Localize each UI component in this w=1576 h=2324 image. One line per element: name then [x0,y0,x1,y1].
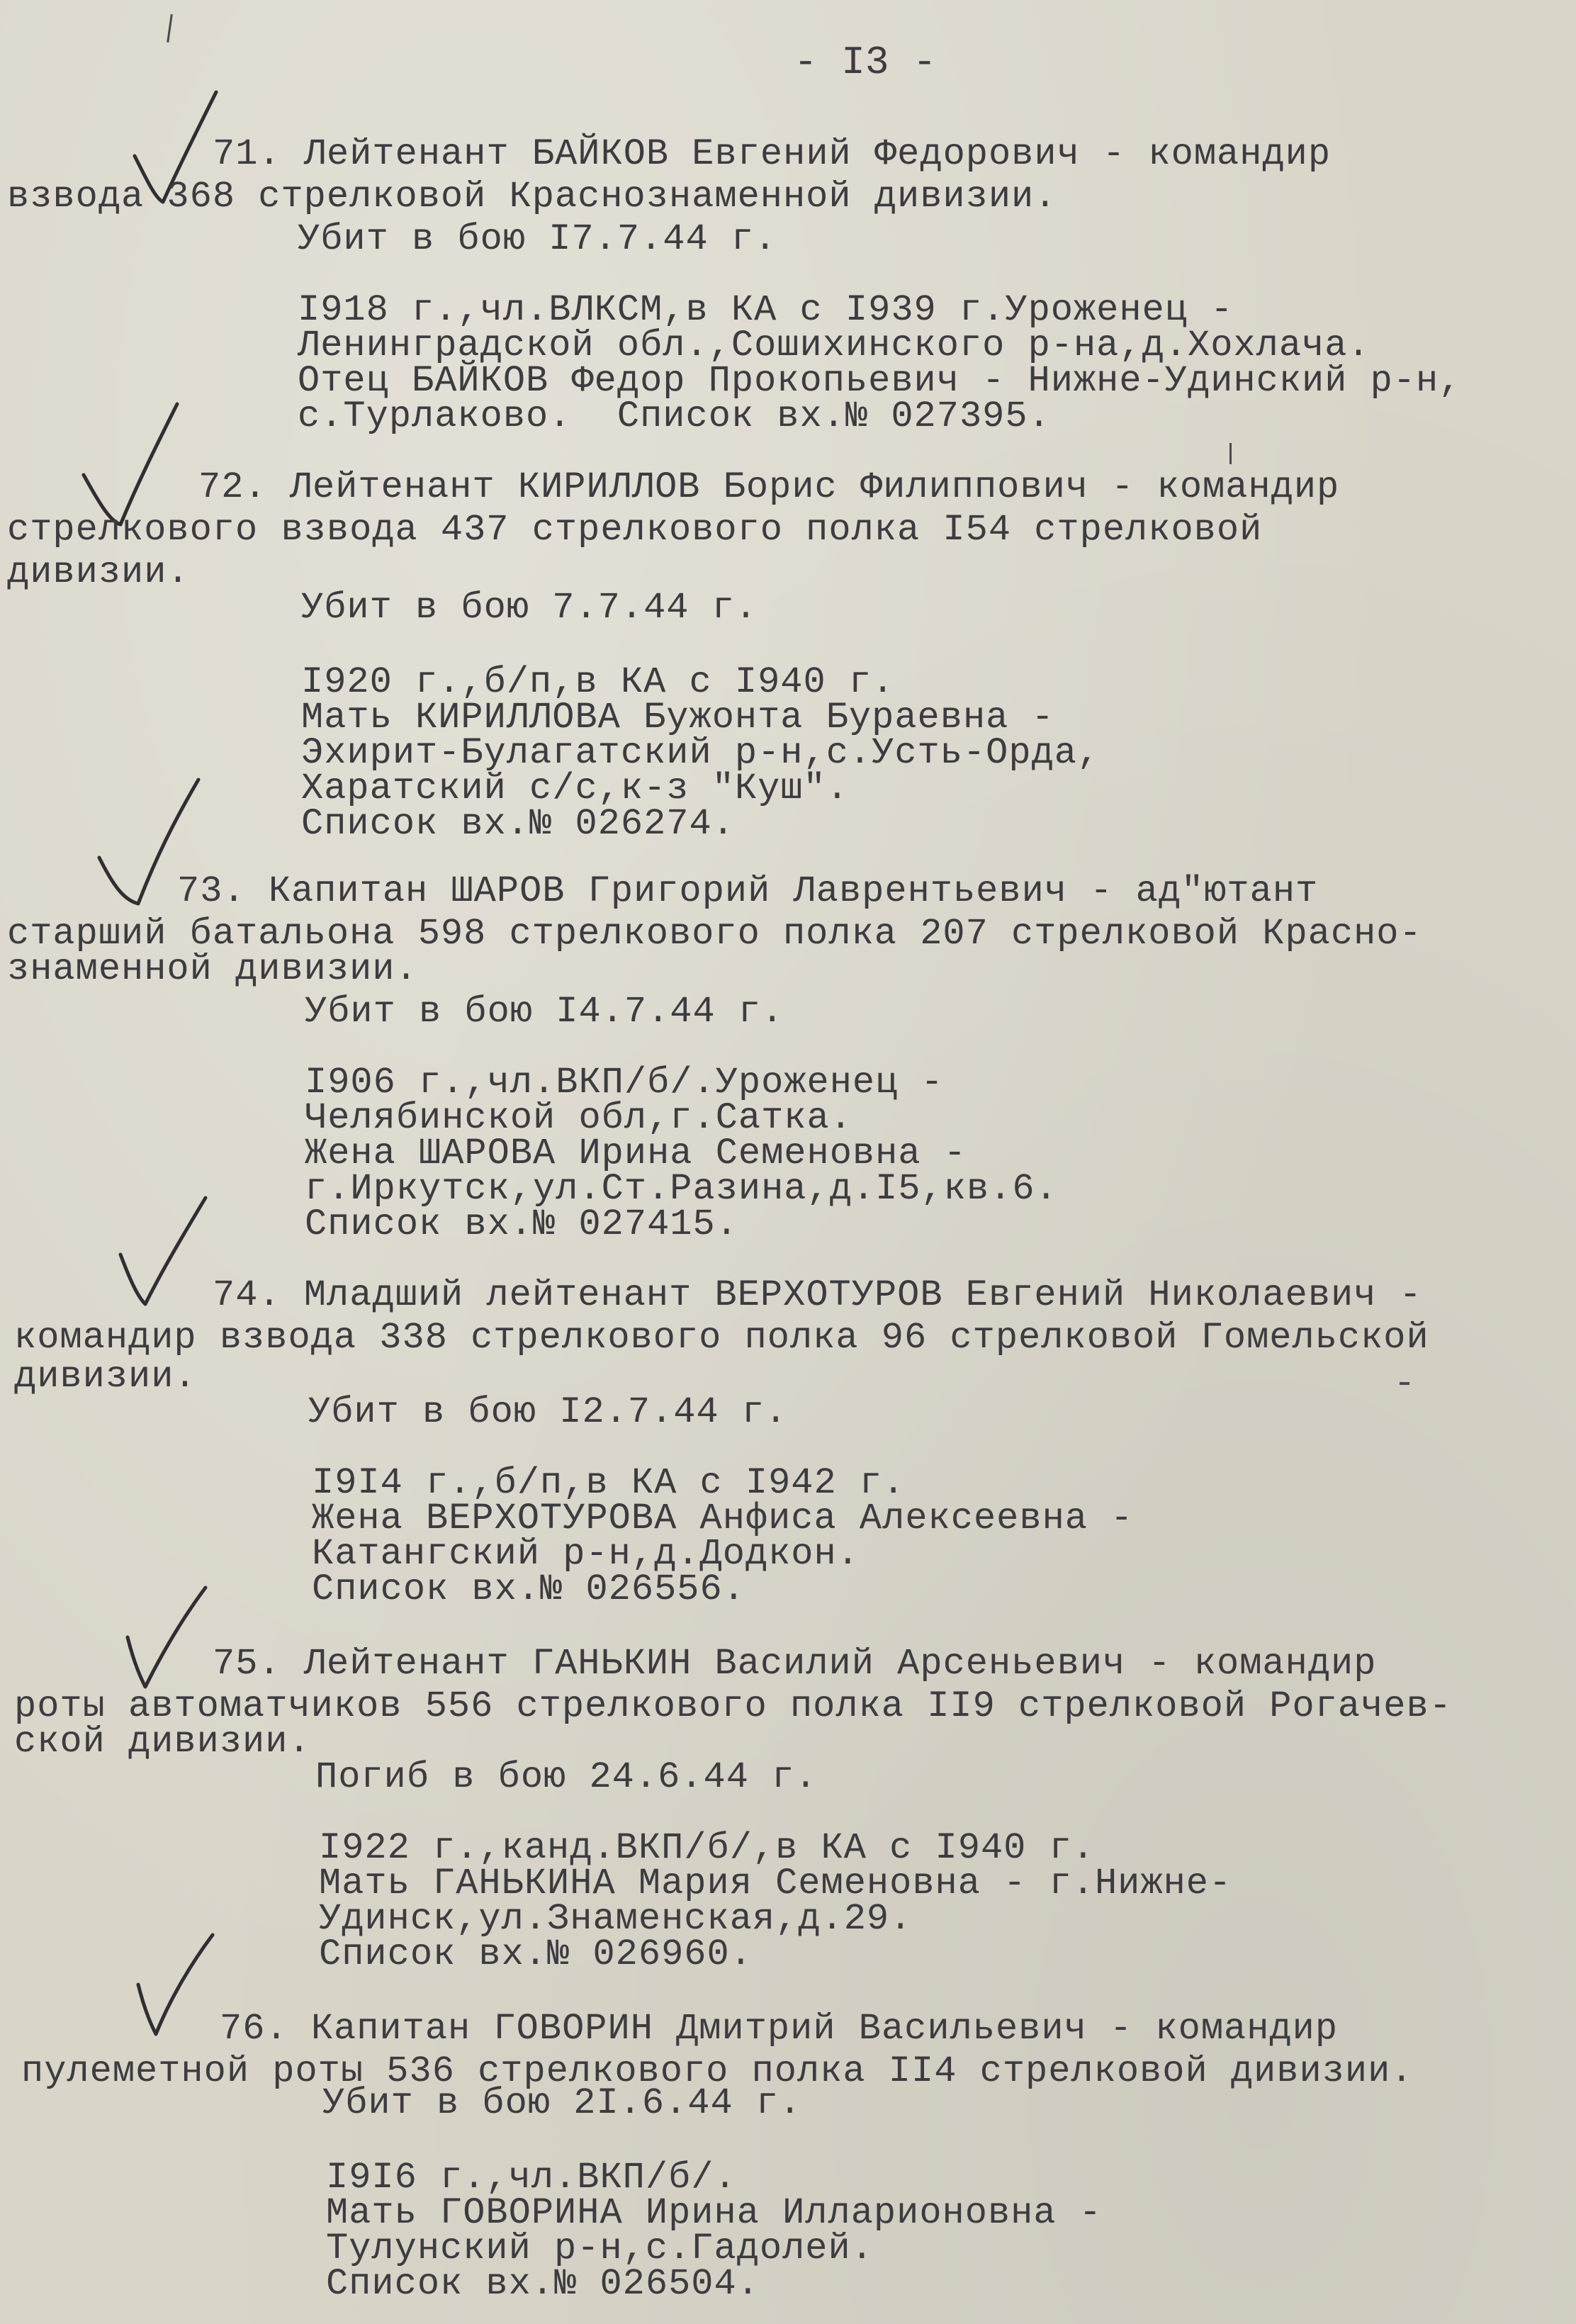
entry-71-line-4: I918 г.,чл.ВЛКСМ,в КА с I939 г.Уроженец - [298,289,1234,331]
stray-mark [1229,443,1232,464]
entry-71-line-5: Ленинградской обл.,Сошихинского р-на,д.Хохлача. [298,325,1370,366]
entry-72-line-2: стрелкового взвода 437 стрелкового полка I54 стрелковой [7,509,1263,551]
entry-71-line-2: взвода 368 стрелковой Краснознаменной дивизии. [7,176,1057,218]
entry-76-line-1: 76. Капитан ГОВОРИН Дмитрий Васильевич - командир [220,2008,1339,2050]
entry-72-line-1: 72. Лейтенант КИРИЛЛОВ Борис Филиппович - командир [198,466,1340,508]
entry-74-line-2: командир взвода 338 стрелкового полка 96 стрелковой Гомельской [14,1317,1429,1359]
entry-75-line-8: Список вх.№ 026960. [319,1933,753,1975]
entry-74-line-3: дивизии. [14,1356,197,1398]
entry-73-line-2: старший батальона 598 стрелкового полка 207 стрелковой Красно- [7,913,1422,955]
entry-73-line-5: I906 г.,чл.ВКП/б/.Уроженец - [305,1062,944,1104]
entry-75-line-5: I922 г.,канд.ВКП/б/,в КА с I940 г. [319,1827,1095,1869]
entry-73-line-8: г.Иркутск,ул.Ст.Разина,д.I5,кв.6. [305,1168,1058,1210]
entry-76-line-7: Список вх.№ 026504. [326,2263,760,2305]
page-number: - I3 - [794,40,937,85]
entry-75-line-1: 75. Лейтенант ГАНЬКИН Василий Арсеньевич - командир [213,1643,1377,1685]
entry-73-line-7: Жена ШАРОВА Ирина Семеновна - [305,1133,967,1174]
entry-71-line-7: с.Турлаково. Список вх.№ 027395. [298,395,1051,437]
entry-73-line-1: 73. Капитан ШАРОВ Григорий Лаврентьевич - ад"ютант [177,870,1319,912]
entry-75-line-6: Мать ГАНЬКИНА Мария Семеновна - г.Нижне- [319,1863,1232,1904]
entry-74-line-6: Жена ВЕРХОТУРОВА Анфиса Алексеевна - [312,1498,1134,1539]
entry-72-line-8: Харатский с/с,к-з "Куш". [301,768,849,809]
entry-75-line-2: роты автоматчиков 556 стрелкового полка II9 стрелковой Рогачев- [14,1685,1452,1727]
entry-72-line-9: Список вх.№ 026274. [301,803,735,845]
entry-72-line-5: I920 г.,б/п,в КА с I940 г. [301,661,895,703]
entry-73-line-4: Убит в бою I4.7.44 г. [305,991,784,1033]
entry-71-line-3: Убит в бою I7.7.44 г. [298,218,777,260]
entry-76-line-2: пулеметной роты 536 стрелкового полка II4 стрелковой дивизии. [21,2050,1414,2092]
entry-72-line-3: дивизии. [7,551,190,593]
entry-73-line-3: знаменной дивизии. [7,948,418,990]
entry-74-line-7: Катангский р-н,д.Додкон. [312,1533,860,1575]
entry-72-line-4: Убит в бою 7.7.44 г. [301,587,758,629]
entry-72-line-6: Мать КИРИЛЛОВА Бужонта Бураевна - [301,697,1054,739]
entry-73-line-6: Челябинской обл,г.Сатка. [305,1097,852,1139]
entry-72-line-7: Эхирит-Булагатский р-н,с.Усть-Орда, [301,732,1101,774]
entry-74-line-4: Убит в бою I2.7.44 г. [308,1391,788,1433]
entry-74-line-1: 74. Младший лейтенант ВЕРХОТУРОВ Евгений Николаевич - [213,1274,1422,1316]
entry-71-line-6: Отец БАЙКОВ Федор Прокопьевич - Нижне-Удинский р-н, [298,360,1462,402]
entry-75-line-3: ской дивизии. [14,1721,311,1763]
entry-76-line-4: I9I6 г.,чл.ВКП/б/. [326,2157,737,2199]
entry-76-line-6: Тулунский р-н,с.Гадолей. [326,2228,874,2269]
stray-mark [167,14,173,43]
entry-73-line-9: Список вх.№ 027415. [305,1203,738,1245]
entry-76-line-5: Мать ГОВОРИНА Ирина Илларионовна - [326,2192,1102,2234]
entry-76-line-3: Убит в бою 2I.6.44 г. [322,2082,802,2124]
entry-75-line-4: Погиб в бою 24.6.44 г. [315,1756,818,1798]
stray-mark [1400,1382,1409,1385]
entry-71-line-1: 71. Лейтенант БАЙКОВ Евгений Федорович - командир [213,133,1332,175]
entry-74-line-8: Список вх.№ 026556. [312,1568,745,1610]
entry-74-line-5: I9I4 г.,б/п,в КА с I942 г. [312,1462,906,1504]
entry-75-line-7: Удинск,ул.Знаменская,д.29. [319,1898,913,1940]
